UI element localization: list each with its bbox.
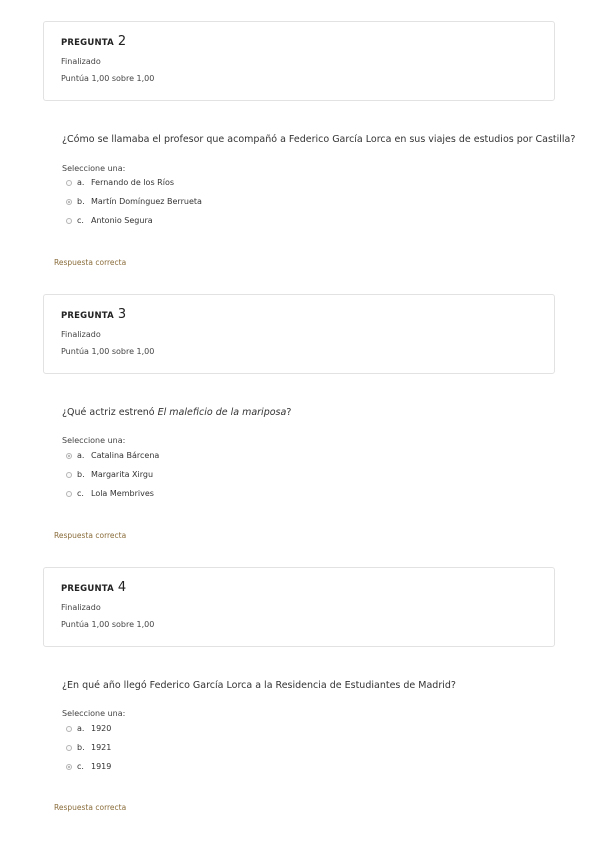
answer-text: Margarita Xirgu (91, 470, 154, 479)
answer-letter: a. (77, 178, 85, 187)
answer-option[interactable] (66, 762, 111, 771)
answer-prompt: Seleccione una: (62, 709, 126, 718)
question-number: 2 (117, 34, 127, 49)
question-info-box (43, 21, 555, 101)
answer-letter: c. (77, 489, 84, 498)
question-grade: Puntúa 1,00 sobre 1,00 (61, 620, 155, 629)
question-grade: Puntúa 1,00 sobre 1,00 (61, 74, 155, 83)
question-text-part: ¿Qué actriz estrenó (62, 407, 158, 418)
radio-button[interactable] (66, 472, 72, 478)
answer-text: Fernando de los Ríos (91, 178, 175, 187)
answer-letter: b. (77, 743, 85, 752)
question-text-part: ¿Cómo se llamaba el profesor que acompañó a Federico García Lorca en sus viajes de estudios por Castilla? (62, 134, 576, 145)
question-header (61, 34, 126, 49)
question-header (61, 307, 126, 322)
question-info-box (43, 567, 555, 647)
question-state: Finalizado (61, 330, 101, 339)
radio-button-selected[interactable] (66, 453, 72, 459)
question-text-part: ¿En qué año llegó Federico García Lorca a la Residencia de Estudiantes de Madrid? (62, 680, 456, 691)
answer-letter: b. (77, 197, 85, 206)
radio-button[interactable] (66, 745, 72, 751)
radio-button-selected[interactable] (66, 764, 72, 770)
answer-letter: b. (77, 470, 85, 479)
answer-option[interactable] (66, 724, 111, 733)
play-title: El maleficio de la mariposa (157, 407, 287, 418)
answer-text: Catalina Bárcena (91, 451, 160, 460)
question-text-part: ? (286, 407, 292, 418)
question-text (62, 134, 575, 145)
question-number: 3 (117, 307, 127, 322)
radio-button[interactable] (66, 726, 72, 732)
question-label: PREGUNTA (61, 38, 114, 48)
answer-text: 1920 (91, 724, 112, 733)
question-state: Finalizado (61, 57, 101, 66)
answer-option[interactable] (66, 216, 153, 225)
answer-text: Antonio Segura (91, 216, 153, 225)
answer-option[interactable] (66, 197, 202, 206)
question-state: Finalizado (61, 603, 101, 612)
answer-letter: c. (77, 216, 84, 225)
question-number: 4 (117, 580, 127, 595)
radio-button[interactable] (66, 491, 72, 497)
answer-option[interactable] (66, 489, 154, 498)
answer-letter: c. (77, 762, 84, 771)
radio-button[interactable] (66, 180, 72, 186)
answer-prompt: Seleccione una: (62, 164, 126, 173)
answer-option[interactable] (66, 743, 111, 752)
answer-text: 1921 (91, 743, 112, 752)
question-label: PREGUNTA (61, 584, 114, 594)
question-info-box (43, 294, 555, 374)
question-text (62, 680, 456, 691)
answer-letter: a. (77, 724, 85, 733)
question-grade: Puntúa 1,00 sobre 1,00 (61, 347, 155, 356)
radio-button-selected[interactable] (66, 199, 72, 205)
answer-text: Martín Domínguez Berrueta (91, 197, 202, 206)
answer-letter: a. (77, 451, 85, 460)
question-text (62, 407, 291, 418)
answer-prompt: Seleccione una: (62, 436, 126, 445)
feedback-text: Respuesta correcta (54, 531, 127, 540)
answer-option[interactable] (66, 451, 159, 460)
question-header (61, 580, 126, 595)
answer-option[interactable] (66, 470, 153, 479)
answer-text: 1919 (91, 762, 112, 771)
answer-option[interactable] (66, 178, 174, 187)
answer-text: Lola Membrives (91, 489, 154, 498)
question-label: PREGUNTA (61, 311, 114, 321)
feedback-text: Respuesta correcta (54, 258, 127, 267)
radio-button[interactable] (66, 218, 72, 224)
feedback-text: Respuesta correcta (54, 803, 127, 812)
